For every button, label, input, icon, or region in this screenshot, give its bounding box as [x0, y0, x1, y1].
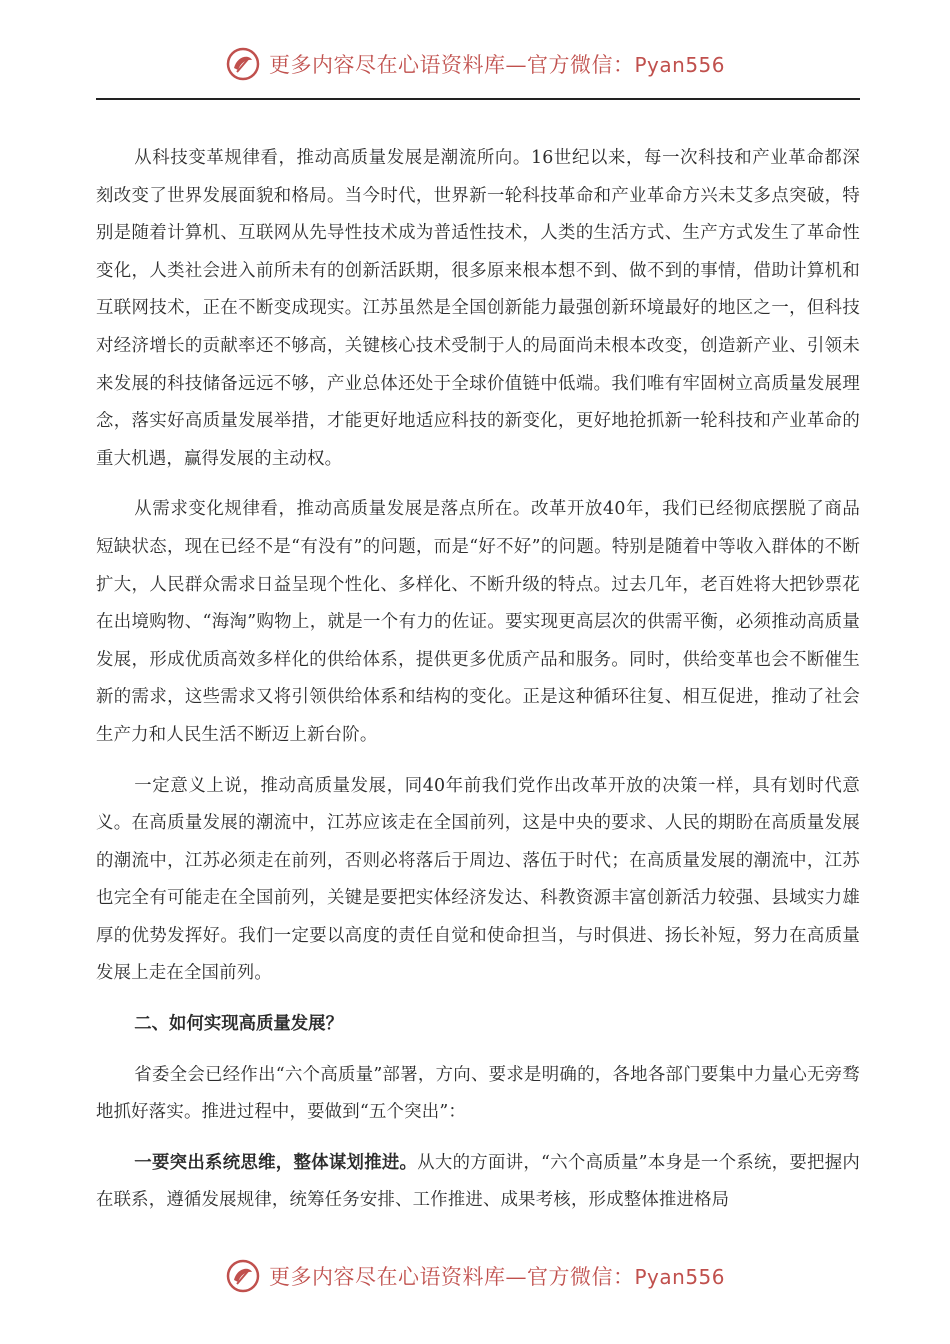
- wechat-id: Pyan556: [634, 53, 725, 77]
- paragraph-3: 一定意义上说，推动高质量发展，同40年前我们党作出改革开放的决策一样，具有划时代意义。在高质量发展的潮流中，江苏应该走在全国前列，这是中央的要求、人民的期盼在高质量发展的潮流中，江苏必须走在前列，否则必将落后于周边、落伍于时代；在高质量发展的潮流中，江苏也完全有可能走在全国前列，关键是要把实体经济发达、科教资源丰富创新活力较强、县域实力雄厚的优势发挥好。我们一定要以高度的责任自觉和使命担当，与时俱进、扬长补短，努力在高质量发展上走在全国前列。: [96, 775, 860, 984]
- paragraph-2: 从需求变化规律看，推动高质量发展是落点所在。改革开放40年，我们已经彻底摆脱了商品短缺状态，现在已经不是“有没有”的问题，而是“好不好”的问题。特别是随着中等收入群体的不断扩大，人民群众需求日益呈现个性化、多样化、不断升级的特点。过去几年，老百姓将大把钞票花在出境购物、“海淘”购物上，就是一个有力的佐证。要实现更高层次的供需平衡，必须推动高质量发展，形成优质高效多样化的供给体系，提供更多优质产品和服务。同时，供给变革也会不断催生新的需求，这些需求又将引领供给体系和结构的变化。正是这种循环往复、相互促进，推动了社会生产力和人民生活不断迈上新台阶。: [96, 499, 860, 745]
- footer-banner: [0, 1256, 950, 1296]
- section-heading: 二、如何实现高质量发展？: [134, 1014, 343, 1035]
- banner-text: 更多内容尽在心语资料库—官方微信：Pyan556: [268, 53, 725, 77]
- paragraph-1: 从科技变革规律看，推动高质量发展是潮流所向。16世纪以来，每一次科技和产业革命都深刻改变了世界发展面貌和格局。当今时代，世界新一轮科技革命和产业革命方兴未艾多点突破，特别是随着计算机、互联网从先导性技术成为普适性技术，人类的生活方式、生产方式发生了革命性变化，人类社会进入前所未有的创新活跃期，很多原来根本想不到、做不到的事情，借助计算机和互联网技术，正在不断变成现实。江苏虽然是全国创新能力最强创新环境最好的地区之一，但科技对经济增长的贡献率还不够高，关键核心技术受制于人的局面尚未根本改变，创造新产业、引领未来发展的科技储备远远不够，产业总体还处于全球价值链中低端。我们唯有牢固树立高质量发展理念，落实好高质量发展举措，才能更好地适应科技的新变化，更好地抢抓新一轮科技和产业革命的重大机遇，赢得发展的主动权。: [96, 148, 860, 469]
- paragraph-5-text: 从大的方面讲，“六个高质量”本身是一个系统，要把握内在联系，遵循发展规律，统筹任务安排、工作推进、成果考核，形成整体推进格局: [96, 1152, 861, 1211]
- logo-icon: [225, 46, 261, 82]
- header-banner: [0, 44, 950, 84]
- paragraph-5-lead: 一要突出系统思维，整体谋划推进。: [134, 1152, 418, 1173]
- paragraph-5: [96, 1145, 860, 1220]
- document-body: [96, 140, 860, 1233]
- wechat-id: Pyan556: [634, 1265, 725, 1289]
- logo-icon: [225, 1258, 261, 1294]
- banner-text: 更多内容尽在心语资料库—官方微信：Pyan556: [268, 1265, 725, 1289]
- header-rule: [96, 98, 860, 100]
- paragraph-4: 省委全会已经作出“六个高质量”部署，方向、要求是明确的，各地各部门要集中力量心无旁骛地抓好落实。推进过程中，要做到“五个突出”：: [96, 1064, 860, 1123]
